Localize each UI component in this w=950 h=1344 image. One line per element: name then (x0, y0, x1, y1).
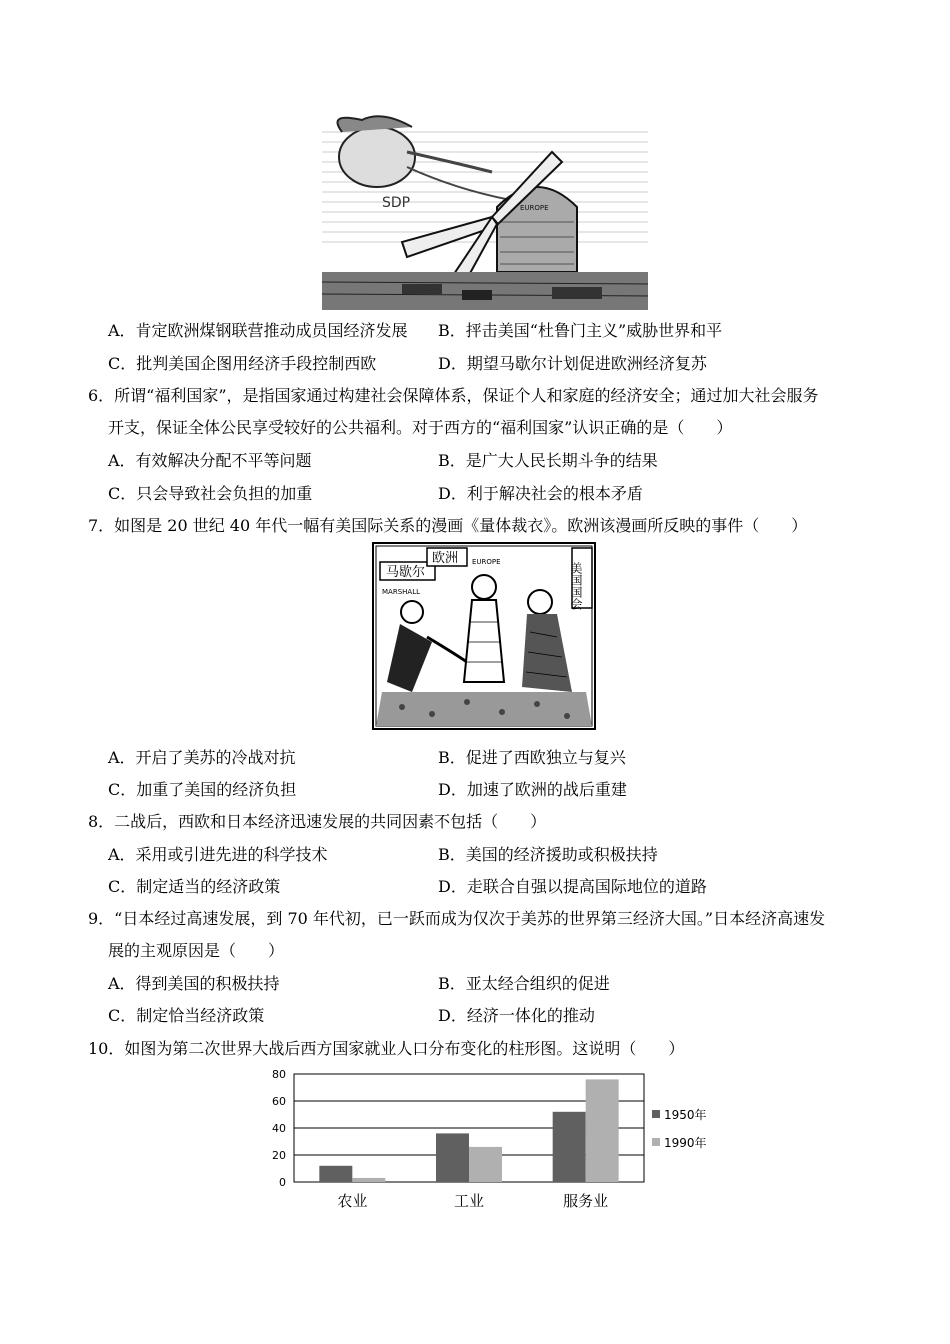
q7-option-c: C．加重了美国的经济负担 (108, 780, 297, 799)
label-europe: 欧洲 (432, 551, 459, 566)
legend-swatch (652, 1138, 660, 1146)
q5-option-b: B．抨击美国“杜鲁门主义”威胁世界和平 (438, 321, 723, 340)
bar-1950年-农业 (319, 1166, 352, 1182)
x-category-label: 工业 (453, 1192, 485, 1210)
legend-label: 1990年 (664, 1136, 707, 1150)
q7-option-a: A．开启了美苏的冷战对抗 (108, 748, 296, 767)
q8-option-c: C．制定适当的经济政策 (108, 877, 281, 896)
q10-stem: 10．如图为第二次世界大战后西方国家就业人口分布变化的柱形图。这说明（ ） (88, 1039, 685, 1058)
windmill-cartoon (322, 112, 648, 310)
employment-bar-chart (262, 1062, 722, 1212)
q6-option-d: D．利于解决社会的根本矛盾 (438, 484, 643, 503)
q6-option-b: B．是广大人民长期斗争的结果 (438, 451, 658, 470)
q5-option-c: C．批判美国企图用经济手段控制西欧 (108, 354, 377, 373)
legend-swatch (652, 1110, 660, 1118)
x-category-label: 服务业 (563, 1192, 609, 1210)
q6-stem-line2: 开支，保证全体公民享受较好的公共福利。对于西方的“福利国家”认识正确的是（ ） (108, 418, 733, 437)
bar-1990年-服务业 (586, 1079, 619, 1182)
building-label: EUROPE (520, 204, 549, 212)
cartoon-caption: SDP (382, 195, 411, 211)
label-marshall-en: MARSHALL (382, 588, 420, 596)
q6-stem-line1: 6．所谓“福利国家”，是指国家通过构建社会保障体系，保证个人和家庭的经济安全；通过加大社会服务 (88, 386, 819, 405)
q6-option-a: A．有效解决分配不平等问题 (108, 451, 312, 470)
q8-option-b: B．美国的经济援助或积极扶持 (438, 845, 658, 864)
bar-chart-svg (262, 1062, 722, 1212)
y-tick-label: 0 (279, 1176, 286, 1189)
bar-1950年-工业 (436, 1133, 469, 1182)
q9-stem-line1: 9．“日本经过高速发展，到 70 年代初，已一跃而成为仅次于美苏的世界第三经济大国。”日本经济高速发 (88, 909, 826, 928)
windmill-cartoon-drawing (322, 112, 648, 310)
bar-1990年-农业 (352, 1178, 385, 1182)
q7-option-b: B．促进了西欧独立与复兴 (438, 748, 626, 767)
label-europe-en: EUROPE (472, 558, 501, 566)
x-category-label: 农业 (337, 1192, 368, 1210)
q5-option-d: D．期望马歇尔计划促进欧洲经济复苏 (438, 354, 707, 373)
q9-option-d: D．经济一体化的推动 (438, 1006, 595, 1025)
tailor-cartoon-drawing (372, 542, 596, 730)
q7-stem: 7．如图是 20 世纪 40 年代一幅有美国际关系的漫画《量体裁衣》。欧洲该漫画所反映的事件（ ） (88, 516, 808, 535)
label-marshall: 马歇尔 (386, 565, 426, 580)
bar-1950年-服务业 (553, 1112, 586, 1182)
y-tick-label: 20 (272, 1149, 286, 1162)
legend-label: 1950年 (664, 1108, 707, 1122)
q9-option-a: A．得到美国的积极扶持 (108, 974, 280, 993)
q8-option-d: D．走联合自强以提高国际地位的道路 (438, 877, 707, 896)
y-tick-label: 80 (272, 1068, 286, 1081)
label-congress: 美国国会 (569, 562, 583, 610)
q9-option-b: B．亚太经合组织的促进 (438, 974, 610, 993)
q9-stem-line2: 展的主观原因是（ ） (108, 941, 285, 960)
q8-stem: 8．二战后，西欧和日本经济迅速发展的共同因素不包括（ ） (88, 812, 547, 831)
bar-1990年-工业 (469, 1147, 502, 1182)
y-tick-label: 40 (272, 1122, 286, 1135)
q9-option-c: C．制定恰当经济政策 (108, 1006, 265, 1025)
y-tick-label: 60 (272, 1095, 286, 1108)
q5-option-a: A．肯定欧洲煤钢联营推动成员国经济发展 (108, 321, 408, 340)
q8-option-a: A．采用或引进先进的科学技术 (108, 845, 328, 864)
q6-option-c: C．只会导致社会负担的加重 (108, 484, 313, 503)
q7-option-d: D．加速了欧洲的战后重建 (438, 780, 627, 799)
tailor-cartoon (372, 542, 596, 730)
